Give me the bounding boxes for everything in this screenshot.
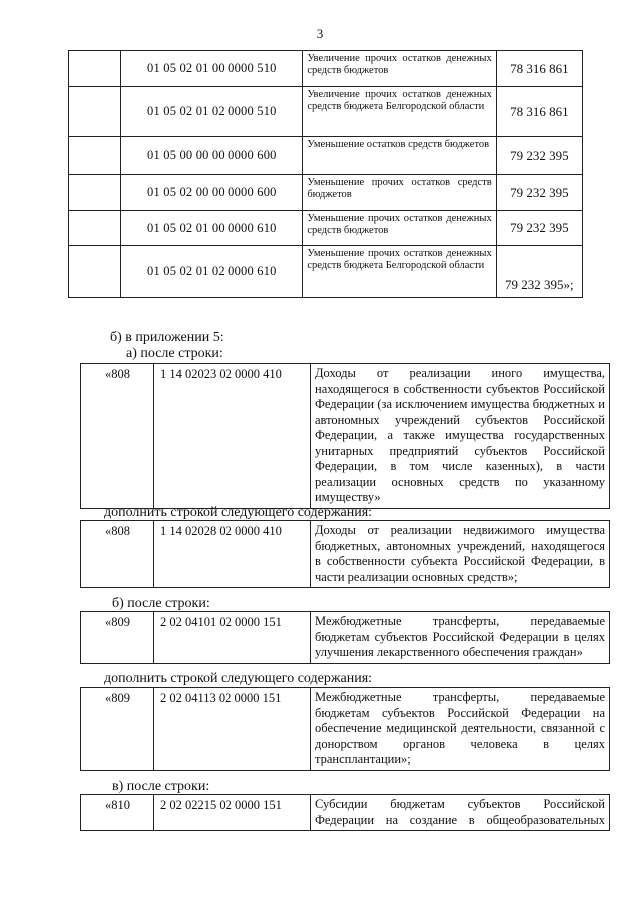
table-row [69, 246, 583, 298]
code-cell: 2 02 02215 02 0000 151 [154, 795, 311, 831]
table-row [81, 521, 610, 588]
description-cell: Уменьшение прочих остатков денежных средств бюджета Белгородской области [303, 246, 496, 298]
income-table [80, 794, 610, 831]
subsection-heading: в) после строки: [112, 779, 210, 794]
description-cell: Субсидии бюджетам субъектов Российской Федерации на создание в общеобразовательных [311, 795, 610, 831]
table-row [69, 137, 583, 175]
income-table [80, 687, 610, 771]
table-row [81, 612, 610, 664]
instruction-text: дополнить строкой следующего содержания: [104, 505, 373, 520]
sources-table [68, 50, 583, 298]
code-cell: 01 05 02 01 02 0000 610 [121, 246, 303, 298]
table-row [69, 211, 583, 246]
subsection-heading: а) после строки: [126, 346, 223, 361]
description-cell: Уменьшение прочих остатков денежных средств бюджетов [303, 211, 496, 246]
table-row [81, 688, 610, 771]
table-row [81, 364, 610, 509]
amount-cell: 78 316 861 [496, 51, 582, 87]
code-cell: 1 14 02028 02 0000 410 [154, 521, 311, 588]
description-cell: Увеличение прочих остатков денежных средств бюджета Белгородской области [303, 87, 496, 137]
income-table [80, 363, 610, 509]
income-table [80, 611, 610, 664]
amount-cell: 79 232 395 [496, 175, 582, 211]
admin-code-cell: «810 [81, 795, 154, 831]
income-table [80, 520, 610, 588]
section-heading: б) в приложении 5: [110, 330, 224, 345]
table-row [81, 795, 610, 831]
code-cell: 2 02 04113 02 0000 151 [154, 688, 311, 771]
instruction-text: дополнить строкой следующего содержания: [104, 671, 373, 686]
code-cell: 01 05 02 01 00 0000 610 [121, 211, 303, 246]
description-cell: Уменьшение остатков средств бюджетов [303, 137, 496, 175]
description-cell: Уменьшение прочих остатков средств бюджетов [303, 175, 496, 211]
admin-code-cell: «809 [81, 688, 154, 771]
description-cell: Межбюджетные трансферты, передаваемые бюджетам субъектов Российской Федерации на обеспечение медицинской деятельности, связанной с донорством органов человека в целях трансплантации»; [311, 688, 610, 771]
description-cell: Межбюджетные трансферты, передаваемые бюджетам субъектов Российской Федерации в целях улучшения лекарственного обеспечения граждан» [311, 612, 610, 664]
code-cell: 1 14 02023 02 0000 410 [154, 364, 311, 509]
code-cell: 01 05 00 00 00 0000 600 [121, 137, 303, 175]
table-row [69, 51, 583, 87]
code-cell: 2 02 04101 02 0000 151 [154, 612, 311, 664]
page-number: 3 [316, 26, 324, 41]
code-cell: 01 05 02 00 00 0000 600 [121, 175, 303, 211]
amount-cell: 79 232 395»; [496, 246, 582, 298]
amount-cell: 79 232 395 [496, 211, 582, 246]
admin-code-cell: «809 [81, 612, 154, 664]
admin-code-cell: «808 [81, 364, 154, 509]
description-cell: Доходы от реализации иного имущества, находящегося в собственности субъектов Российской Федерации (за исключением имущества бюджетных и автономных учреждений субъектов Российской Федерации, а также имущества государственных унитарных предприятий субъектов Российской Федерации, в том числе казенных), в части реализации основных средств по указанному имуществу» [311, 364, 610, 509]
description-cell: Доходы от реализации недвижимого имущества бюджетных, автономных учреждений, находящегося в собственности субъекта Российской Федерации, в части реализации основных средств»; [311, 521, 610, 588]
admin-code-cell: «808 [81, 521, 154, 588]
description-cell: Увеличение прочих остатков денежных средств бюджетов [303, 51, 496, 87]
table-row [69, 87, 583, 137]
code-cell: 01 05 02 01 02 0000 510 [121, 87, 303, 137]
table-row [69, 175, 583, 211]
amount-cell: 78 316 861 [496, 87, 582, 137]
subsection-heading: б) после строки: [112, 596, 210, 611]
code-cell: 01 05 02 01 00 0000 510 [121, 51, 303, 87]
amount-cell: 79 232 395 [496, 137, 582, 175]
